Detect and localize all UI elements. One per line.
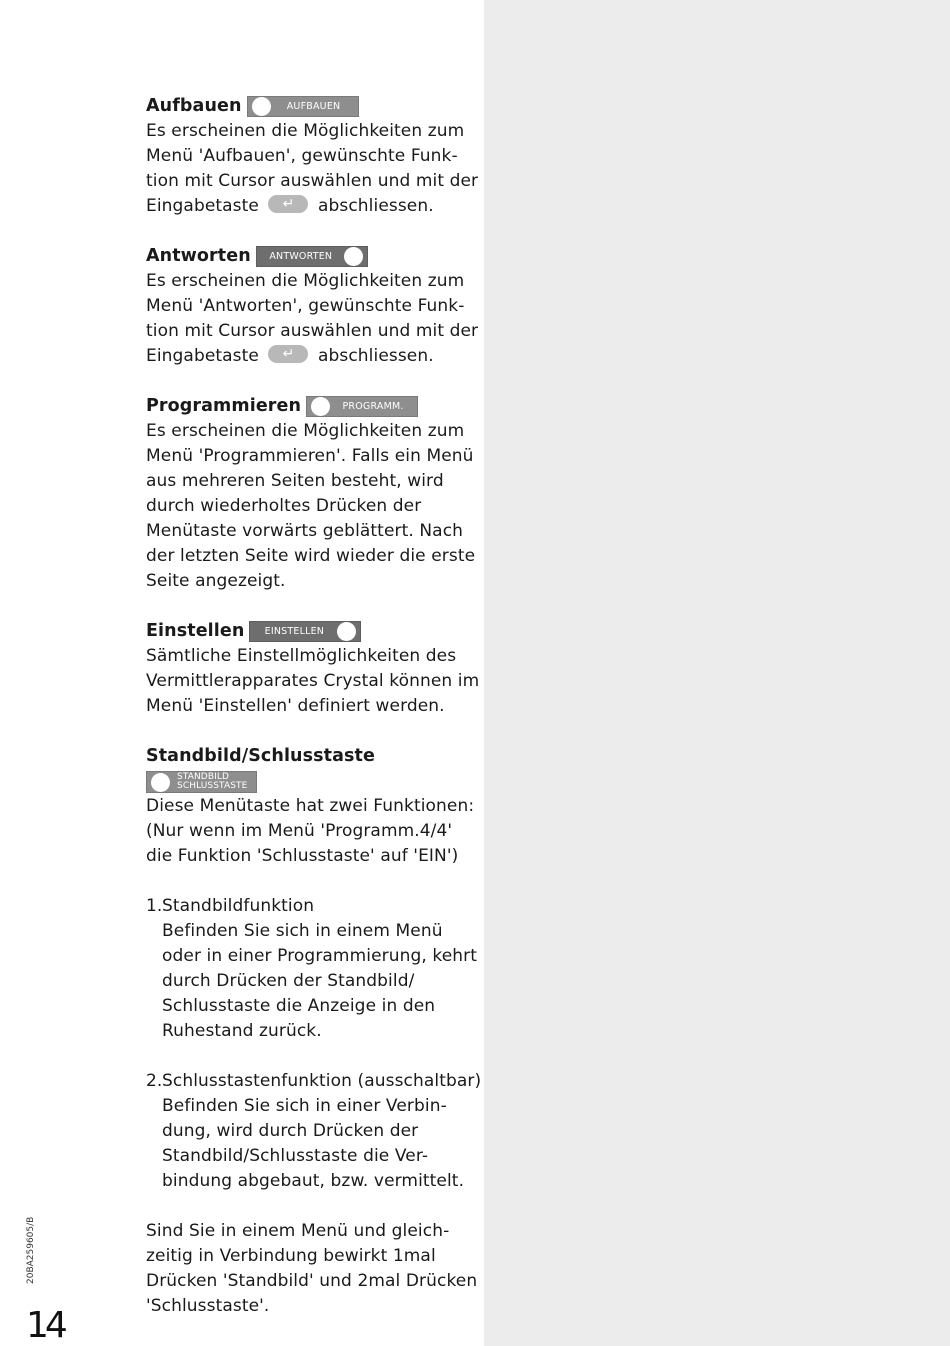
text-line: Befinden Sie sich in einer Verbin- [162,1096,447,1116]
gray-side-panel [484,0,950,1346]
text-line: oder in einer Programmierung, kehrt [162,946,477,966]
section-antworten [146,244,479,369]
text-line: der letzten Seite wird wieder die erste [146,546,476,566]
section-programmieren [146,394,476,594]
text-line: durch wiederholtes Drücken der [146,496,422,516]
text-line: bindung abgebaut, bzw. vermittelt. [162,1171,465,1191]
heading-einstellen: Einstellen [146,621,245,641]
list-item: 1. Standbildfunktion Befinden Sie sich in einem Menü oder in einer Programmierung, kehrt durch Drücken der Standbild/ Schlusstaste die Anzeige in den Ruhestand zurück. [146,894,476,1044]
text-line: Standbild/Schlusstaste die Ver- [162,1146,429,1166]
document-code: 20BA259605/B [26,1216,36,1284]
text-line: Menü 'Programmieren'. Falls ein Menü [146,446,474,466]
text-line: Eingabetaste ↵ abschliessen. [146,346,434,366]
text-line: Es erscheinen die Möglichkeiten zum [146,121,465,141]
text-line: Diese Menütaste hat zwei Funktionen: [146,796,475,816]
heading-standbild: Standbild/Schlusstaste [146,746,375,766]
text-line: Ruhestand zurück. [162,1021,322,1041]
section-standbild [146,744,476,869]
text-line: die Funktion 'Schlusstaste' auf 'EIN') [146,846,459,866]
section-einstellen [146,619,480,719]
aufbauen-key-icon: AUFBAUEN [247,96,359,117]
heading-aufbauen: Aufbauen [146,96,242,116]
section-closing [146,1219,476,1319]
text-line: Vermittlerapparates Crystal können im [146,671,480,691]
text-line: (Nur wenn im Menü 'Programm.4/4' [146,821,453,841]
text-line: Menü 'Antworten', gewünschte Funk- [146,296,465,316]
list-item-title: Schlusstastenfunktion (ausschaltbar) [162,1071,482,1091]
text-line: Seite angezeigt. [146,571,286,591]
heading-programmieren: Programmieren [146,396,302,416]
text-line: Menütaste vorwärts geblättert. Nach [146,521,464,541]
programmieren-key-icon: PROGRAMM. [306,396,418,417]
standbild-key-icon: STANDBILD SCHLUSSTASTE [146,771,257,793]
text-line: Es erscheinen die Möglichkeiten zum [146,421,465,441]
text-line: Es erscheinen die Möglichkeiten zum [146,271,465,291]
text-line: aus mehreren Seiten besteht, wird [146,471,444,491]
text-line: 'Schlusstaste'. [146,1296,270,1316]
section-aufbauen [146,94,479,219]
text-line: Sind Sie in einem Menü und gleich- [146,1221,450,1241]
text-line: Menü 'Einstellen' definiert werden. [146,696,445,716]
text-line: durch Drücken der Standbild/ [162,971,415,991]
antworten-key-icon: ANTWORTEN [256,246,368,267]
text-line: Drücken 'Standbild' und 2mal Drücken [146,1271,478,1291]
text-line: Menü 'Aufbauen', gewünschte Funk- [146,146,458,166]
text-line: tion mit Cursor auswählen und mit der [146,171,479,191]
text-line: Befinden Sie sich in einem Menü [162,921,443,941]
enter-key-icon: ↵ [268,345,308,363]
text-column [146,94,482,1344]
list-item-title: Standbildfunktion [162,896,315,916]
page-number: 14 [26,1305,64,1346]
list-item: 2. Schlusstastenfunktion (ausschaltbar) Befinden Sie sich in einer Verbin- dung, wird durch Drücken der Standbild/Schlusstaste die Ver- bindung abgebaut, bzw. vermittelt. [146,1069,476,1194]
text-line: zeitig in Verbindung bewirkt 1mal [146,1246,436,1266]
text-line: Schlusstaste die Anzeige in den [162,996,436,1016]
text-line: Sämtliche Einstellmöglichkeiten des [146,646,457,666]
einstellen-key-icon: EINSTELLEN [249,621,361,642]
text-line: tion mit Cursor auswählen und mit der [146,321,479,341]
text-line: dung, wird durch Drücken der [162,1121,419,1141]
text-line: Eingabetaste ↵ abschliessen. [146,196,434,216]
heading-antworten: Antworten [146,246,251,266]
enter-key-icon: ↵ [268,195,308,213]
